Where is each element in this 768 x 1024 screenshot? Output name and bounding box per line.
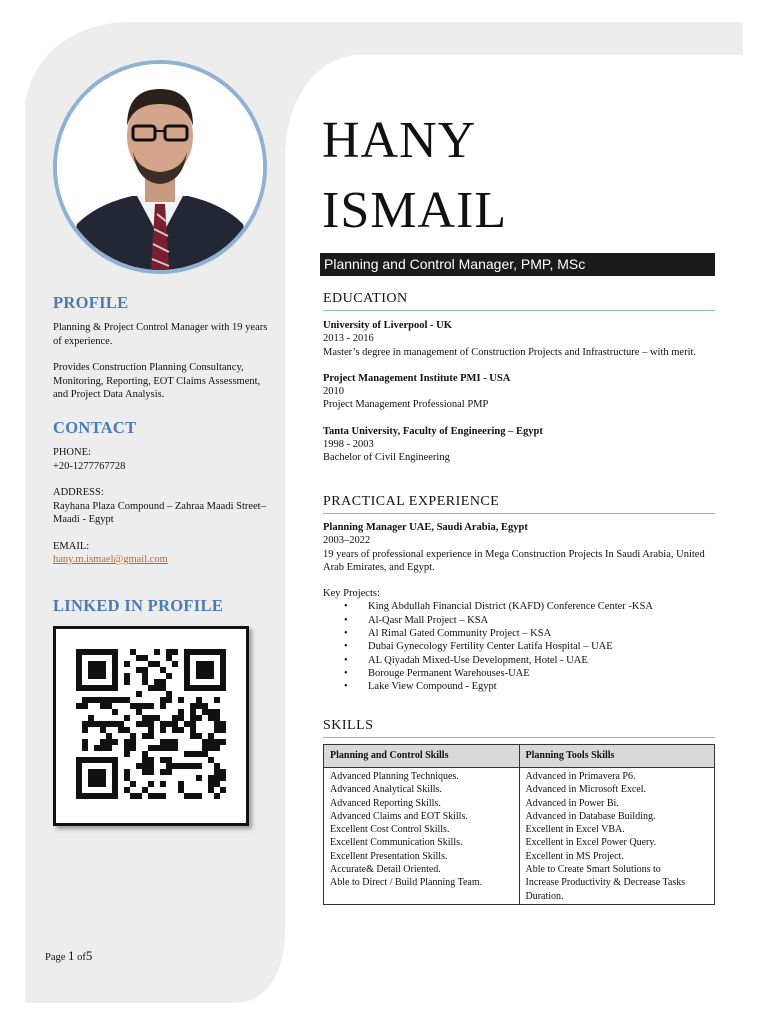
linkedin-qr-code[interactable]	[53, 626, 249, 826]
skill-item: Advanced in Primavera P6.	[525, 771, 636, 782]
education-detail: Master’s degree in management of Construction Projects and Infrastructure – with merit.	[323, 346, 697, 358]
experience-heading: PRACTICAL EXPERIENCE	[323, 494, 715, 514]
page-word: Page	[45, 952, 66, 963]
skill-item: Advanced Analytical Skills.	[330, 784, 442, 796]
skill-item: Accurate& Detail Oriented.	[330, 864, 441, 876]
profile-heading: PROFILE	[53, 293, 129, 312]
experience-summary: 19 years of professional experience in Mega Construction Projects In Saudi Arabia, United Arab Emirates, and Egypt.	[323, 548, 705, 573]
experience-role: Planning Manager UAE, Saudi Arabia, Egypt	[323, 522, 528, 533]
list-item: • Dubai Gynecology Fertility Center Latifa Hospital – UAE	[368, 640, 715, 653]
list-item: • Al-Qasr Mall Project – KSA	[368, 614, 715, 627]
education-years: 2010	[323, 386, 344, 398]
table-header-row	[324, 745, 715, 768]
skill-item: Increase Productivity & Decrease Tasks	[525, 877, 686, 889]
skill-item: Advanced in Microsoft Excel.	[525, 784, 647, 796]
education-list	[323, 319, 715, 465]
page-number	[45, 948, 92, 964]
skill-item: Excellent Presentation Skills.	[330, 850, 448, 862]
profile-photo	[53, 60, 267, 274]
phone-value: +20-1277767728	[53, 460, 126, 472]
person-portrait-icon	[57, 64, 263, 270]
skill-item: Advanced in Power Bi.	[525, 797, 619, 809]
planning-tools-skills	[519, 768, 715, 905]
list-item: • Borouge Permanent Warehouses-UAE	[368, 667, 715, 680]
skills-heading: SKILLS	[323, 718, 715, 738]
last-name: ISMAIL	[322, 182, 508, 239]
education-years: 1998 - 2003	[323, 439, 374, 451]
phone-label: PHONE:	[53, 447, 91, 458]
page-of-word: of	[77, 952, 86, 963]
skill-item: Excellent in Excel Power Query.	[525, 837, 657, 849]
education-years: 2013 - 2016	[323, 333, 374, 345]
skills-col2-header: Planning Tools Skills	[519, 745, 715, 768]
address-label: ADDRESS:	[53, 487, 104, 498]
linkedin-heading: LINKED IN PROFILE	[53, 596, 224, 615]
education-school: Tanta University, Faculty of Engineering – Egypt	[323, 425, 543, 437]
education-detail: Bachelor of Civil Engineering	[323, 452, 450, 464]
address-value: Rayhana Plaza Compound – Zahraa Maadi Street– Maadi - Egypt	[53, 500, 266, 525]
list-item: • Al Rimal Gated Community Project – KSA	[368, 627, 715, 640]
profile-services: Provides Construction Planning Consultancy, Monitoring, Reporting, EOT Claims Assessment, and Project Data Analysis.	[53, 362, 261, 400]
experience-section	[323, 521, 715, 694]
skill-item: Excellent in Excel VBA.	[525, 824, 625, 836]
first-name: HANY	[322, 112, 477, 169]
education-school: University of Liverpool - UK	[323, 320, 452, 331]
table-row	[324, 768, 715, 905]
qr-code-icon	[76, 649, 226, 799]
job-title-bar: Planning and Control Manager, PMP, MSc	[320, 253, 715, 276]
skill-item: Advanced Claims and EOT Skills.	[330, 810, 468, 822]
page-current: 1	[68, 948, 75, 963]
page-total: 5	[85, 948, 93, 963]
education-heading: EDUCATION	[323, 291, 715, 311]
key-projects-label: Key Projects:	[323, 588, 380, 600]
skills-col1-header: Planning and Control Skills	[324, 745, 520, 768]
email-link[interactable]: hany.m.ismael@gmail.com	[53, 554, 168, 565]
email-label: EMAIL:	[53, 540, 90, 552]
skill-item: Excellent Cost Control Skills.	[330, 824, 450, 836]
skill-item: Duration.	[525, 890, 564, 902]
skill-item: Advanced in Database Building.	[525, 810, 656, 822]
education-detail: Project Management Professional PMP	[323, 399, 489, 411]
skill-item: Able to Direct / Build Planning Team.	[330, 877, 483, 889]
skill-item: Excellent Communication Skills.	[330, 837, 463, 849]
planning-control-skills	[324, 768, 520, 905]
skill-item: Advanced Reporting Skills.	[330, 797, 441, 809]
experience-years: 2003–2022	[323, 535, 371, 547]
education-school: Project Management Institute PMI - USA	[323, 372, 511, 384]
skills-table	[323, 744, 715, 905]
profile-summary: Planning & Project Control Manager with 19 years of experience.	[53, 322, 268, 347]
skill-item: Able to Create Smart Solutions to	[525, 864, 661, 876]
skill-item: Advanced Planning Techniques.	[330, 771, 459, 782]
contact-heading: CONTACT	[53, 418, 137, 437]
key-projects-list	[323, 600, 715, 693]
list-item: • AL Qiyadah Mixed-Use Development, Hotel - UAE	[368, 654, 715, 667]
contact-section	[53, 446, 268, 567]
skill-item: Excellent in MS Project.	[525, 850, 624, 862]
list-item: • Lake View Compound - Egypt	[368, 680, 715, 693]
profile-section	[53, 321, 268, 402]
list-item: • King Abdullah Financial District (KAFD) Conference Center -KSA	[368, 600, 715, 613]
